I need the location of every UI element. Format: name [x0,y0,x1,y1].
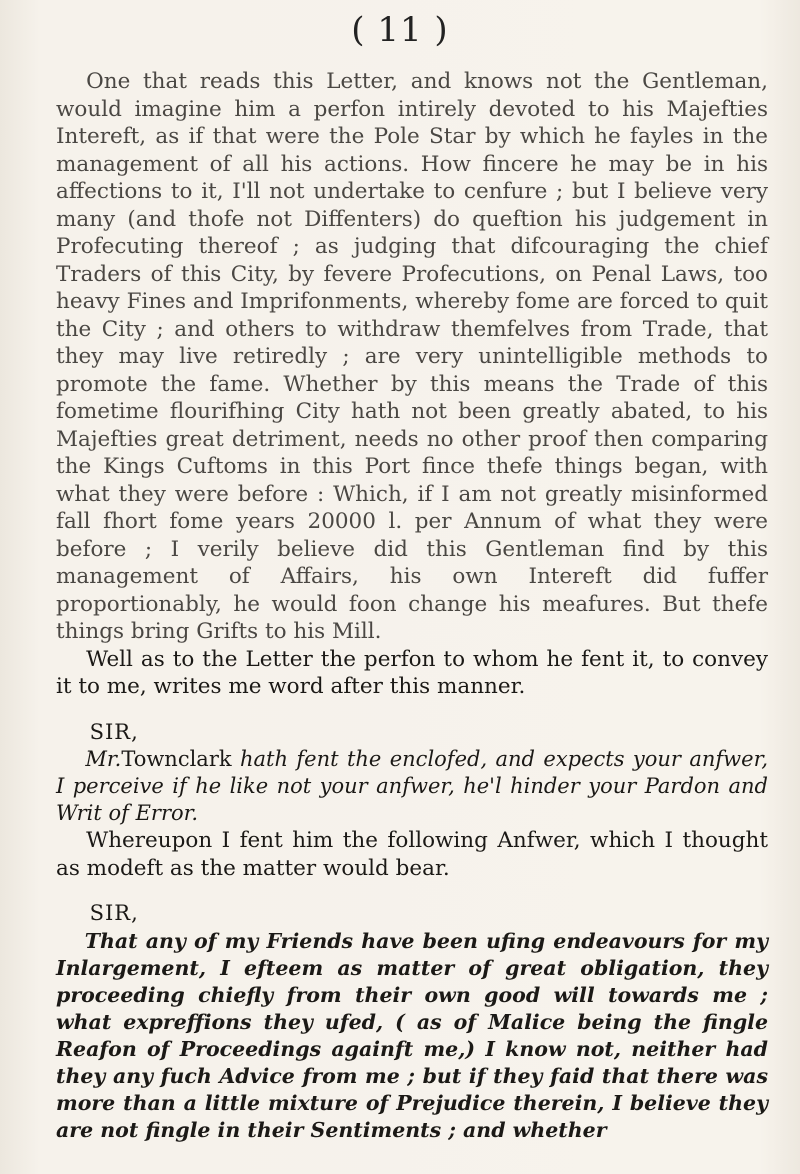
paragraph-2: Well as to the Letter the perfon to whom he fent it, to convey it to me, writes me word after this manner. [56,646,768,699]
letter-name: Townclark [121,747,232,771]
paragraph-1: One that reads this Letter, and knows not the Gentleman, would imagine him a perfon intirely devoted to his Majefties Intereft, as if that were the Pole Star by which he fayles in the management of all his actions. How fincere he may be in his affections to it, I'll not undertake to cenfure ; but I believe very many (and thofe not Diffenters) do queftion his judgement in Profecuting thereof ; as judging that difcouraging the chief Traders of this City, by fevere Profecutions, on Penal Laws, too heavy Fines and Imprifonments, whereby fome are forced to quit the City ; and others to withdraw themfelves from Trade, that they may live retiredly ; are very unintelligible methods to promote the fame. Whether by this means the Trade of this fometime flourifhing City hath not been greatly abated, to his Majefties great detriment, needs no other proof then comparing the Kings Cuftoms in this Port fince thefe things began, with what they were before : Which, if I am not greatly misinformed fall fhort fome years 20000 l. per Annum of what they were before ; I verily believe did this Gentleman find by this management of Affairs, his own Intereft did fuffer proportionably, he would foon change his meafures. But thefe things bring Grifts to his Mill. [56,69,768,644]
letter-prefix: Mr. [85,747,122,771]
salutation-1: SIR, [89,719,139,744]
paragraph-3: Whereupon I fent him the following Anfwer, which I thought as modeft as the matter would bear. [56,828,768,881]
salutation-2: SIR, [89,901,139,925]
reply-letter: That any of my Friends have been ufing endeavours for my Inlargement, I efteem as matter of great obligation, they proceeding chiefly from their own good will towards me ; what expreffions they ufed, ( as of Malice being the fingle Reafon of Proceedings againft me,) I know not, neither had they any fuch Advice from me ; but if they faid that there was more than a little mixture of Prejudice therein, I believe they are not fingle in their Sentiments ; and whether [56,928,768,1142]
page-body [56,68,768,1144]
letter-text: hath fent the enclofed, and expects your anfwer, I perceive if he like not your anfwer, he'l hinder your Pardon and Writ of Error. [56,747,768,825]
quoted-letter [56,746,768,827]
page-number: ( 11 ) [351,10,449,50]
